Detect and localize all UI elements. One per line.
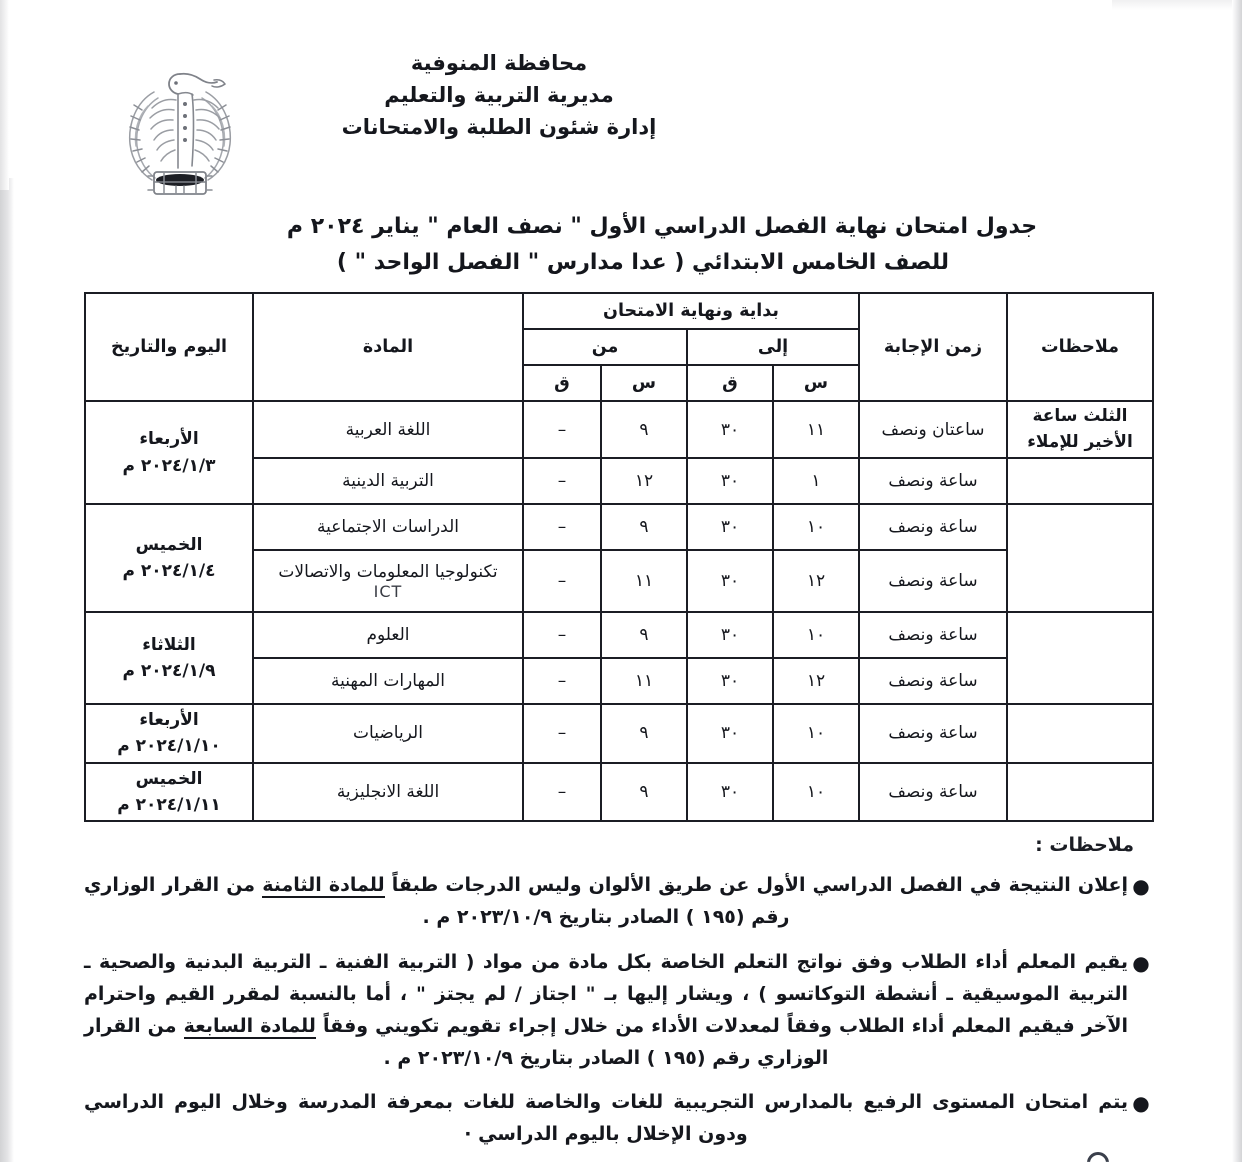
- cell-from-minutes: –: [523, 401, 601, 458]
- cell-notes: [1007, 763, 1153, 822]
- notes-list: [84, 870, 1154, 1151]
- cell-date: ٢٠٢٤/١/٩ م: [122, 661, 216, 681]
- org-line-directorate: مديرية التربية والتعليم: [384, 82, 614, 107]
- cell-to-minutes: ٣٠: [687, 550, 773, 612]
- table-row: [85, 401, 1153, 458]
- table-row: [85, 763, 1153, 822]
- scan-corner-shadow: [1112, 0, 1232, 10]
- cell-from-hours: ٩: [601, 504, 687, 550]
- cell-to-hours: ١: [773, 458, 859, 504]
- cell-day-date: [85, 704, 253, 763]
- cell-day-name: الأربعاء: [139, 710, 199, 730]
- cell-subject: تكنولوجيا المعلومات والاتصالات ICT: [253, 550, 523, 612]
- th-to: إلى: [687, 329, 859, 365]
- cell-subject: الدراسات الاجتماعية: [253, 504, 523, 550]
- scan-edge-left-top: [0, 0, 9, 190]
- note-underlined-reference: للمادة الثامنة: [262, 874, 385, 896]
- cell-notes: [1007, 458, 1153, 504]
- cell-subject-abbreviation: ICT: [373, 581, 403, 601]
- cell-from-hours: ٩: [601, 401, 687, 458]
- cell-date: ٢٠٢٤/١/٤ م: [122, 561, 216, 581]
- page-title: جدول امتحان نهاية الفصل الدراسي الأول " نصف العام " يناير ٢٠٢٤ م: [286, 214, 1038, 239]
- cell-day-date: [85, 401, 253, 504]
- document-title-block: [82, 214, 1242, 275]
- th-notes: ملاحظات: [1007, 293, 1153, 401]
- cell-from-minutes: –: [523, 612, 601, 658]
- cell-to-minutes: ٣٠: [687, 458, 773, 504]
- th-to-hours: س: [773, 365, 859, 401]
- egyptian-eagle-emblem-icon: [114, 48, 246, 206]
- cell-notes: [1007, 612, 1153, 704]
- cell-duration: ساعة ونصف: [859, 612, 1007, 658]
- cell-day-name: الخميس: [135, 768, 203, 789]
- table-row: [85, 504, 1153, 550]
- organization-heading: [289, 48, 709, 144]
- page-subtitle: للصف الخامس الابتدائي ( عدا مدارس " الفصل الواحد " ): [336, 250, 950, 275]
- cell-subject: التربية الدينية: [253, 458, 523, 504]
- cell-from-minutes: –: [523, 550, 601, 612]
- org-line-governorate: محافظة المنوفية: [410, 51, 588, 75]
- document-header: [114, 48, 1124, 144]
- cell-duration: ساعة ونصف: [859, 763, 1007, 822]
- cell-subject: الرياضيات: [253, 704, 523, 763]
- cell-from-minutes: –: [523, 763, 601, 822]
- th-from-hours: س: [601, 365, 687, 401]
- cell-to-hours: ١٠: [773, 612, 859, 658]
- bullet-icon: ●: [1132, 950, 1150, 975]
- cell-subject: اللغة العربية: [253, 401, 523, 458]
- table-head: [85, 293, 1153, 401]
- scan-edge-left: [0, 178, 14, 1162]
- cell-duration: ساعة ونصف: [859, 458, 1007, 504]
- cell-subject: المهارات المهنية: [253, 658, 523, 704]
- cell-from-hours: ٩: [601, 704, 687, 763]
- cell-day-name: الخميس: [135, 534, 203, 555]
- th-to-minutes: ق: [687, 365, 773, 401]
- cell-from-minutes: –: [523, 504, 601, 550]
- cell-duration: ساعتان ونصف: [859, 401, 1007, 458]
- notes-section: [84, 834, 1154, 1164]
- cell-from-hours: ١٢: [601, 458, 687, 504]
- cell-day-date: [85, 504, 253, 612]
- cell-from-minutes: –: [523, 658, 601, 704]
- note-underlined-reference: للمادة السابعة: [183, 1014, 316, 1037]
- cell-notes: [1007, 704, 1153, 763]
- cell-duration: ساعة ونصف: [859, 658, 1007, 704]
- cell-from-minutes: –: [523, 704, 601, 763]
- cell-to-minutes: ٣٠: [687, 658, 773, 704]
- cell-notes: الثلث ساعة الأخير للإملاء: [1007, 401, 1153, 458]
- th-from-minutes: ق: [523, 365, 601, 401]
- cell-to-minutes: ٣٠: [687, 504, 773, 550]
- cell-to-minutes: ٣٠: [687, 704, 773, 763]
- cell-from-hours: ١١: [601, 658, 687, 704]
- exam-schedule-table: [84, 292, 1154, 822]
- cell-day-date: [85, 763, 253, 822]
- cell-to-hours: ١١: [773, 401, 859, 458]
- cell-from-hours: ١١: [601, 550, 687, 612]
- cell-to-minutes: ٣٠: [687, 401, 773, 458]
- table-row: [85, 704, 1153, 763]
- cell-day-name: الأربعاء: [139, 429, 199, 450]
- cell-subject: العلوم: [253, 612, 523, 658]
- cell-from-minutes: –: [523, 458, 601, 504]
- bullet-icon: ●: [1132, 874, 1150, 898]
- th-from: من: [523, 329, 687, 365]
- cell-to-hours: ١٢: [773, 550, 859, 612]
- header-row-1: [85, 293, 1153, 329]
- org-line-department: إدارة شئون الطلبة والامتحانات: [341, 114, 657, 139]
- cell-to-hours: ١٠: [773, 504, 859, 550]
- cell-day-name: الثلاثاء: [142, 634, 196, 655]
- cell-notes: [1007, 504, 1153, 612]
- note-item: [84, 870, 1154, 934]
- bullet-icon: ●: [1132, 1091, 1150, 1116]
- th-duration: زمن الإجابة: [859, 293, 1007, 401]
- note-item: [84, 947, 1154, 1075]
- cell-to-hours: ١٠: [773, 704, 859, 763]
- note-text: يقيم المعلم أداء الطلاب وفق نواتج التعلم الخاصة بكل مادة من مواد ( التربية الفنية ـ التربية البدنية والصحية ـ التربية الموسيقية ـ أنشطة التوكاتسو ) ، ويشار إليها بـ " اجتاز / لم يجتز " ، أما بالنسبة لمقرر القيم واحترام الآخر فيقيم المعلم أداء الطلاب وفقاً لمعدلات الأداء من خلال إجراء تقويم تكويني وفقاً للمادة السابعة من القرار الوزاري رقم (١٩٥ ) الصادر بتاريخ ٢٠٢٣/١٠/٩ م .: [84, 950, 1128, 1069]
- cell-day-date: [85, 612, 253, 704]
- th-day-date: اليوم والتاريخ: [85, 293, 253, 401]
- cell-from-hours: ٩: [601, 763, 687, 822]
- table-body: [85, 401, 1153, 821]
- note-text: إعلان النتيجة في الفصل الدراسي الأول عن طريق الألوان وليس الدرجات طبقاً للمادة الثامنة من القرار الوزاري رقم (١٩٥ ) الصادر بتاريخ ٢٠٢٣/١٠/٩ م .: [84, 874, 1128, 928]
- notes-label: ملاحظات :: [1035, 834, 1134, 856]
- note-text: يتم امتحان المستوى الرفيع بالمدارس التجريبية للغات والخاصة للغات بمعرفة المدرسة وخلال اليوم الدراسي ودون الإخلال باليوم الدراسي ·: [84, 1091, 1128, 1146]
- cell-from-hours: ٩: [601, 612, 687, 658]
- exam-schedule-table-wrapper: [86, 292, 1154, 822]
- cell-date: ٢٠٢٤/١/٣ م: [122, 455, 216, 476]
- cell-to-hours: ١٢: [773, 658, 859, 704]
- cell-to-hours: ١٠: [773, 763, 859, 822]
- cell-duration: ساعة ونصف: [859, 704, 1007, 763]
- cell-to-minutes: ٣٠: [687, 612, 773, 658]
- cell-date: ٢٠٢٤/١/١٠ م: [117, 736, 221, 757]
- th-exam-span: بداية ونهاية الامتحان: [523, 293, 859, 329]
- table-row: [85, 612, 1153, 658]
- scan-edge-right: [1232, 0, 1242, 1162]
- cell-to-minutes: ٣٠: [687, 763, 773, 822]
- cell-date: ٢٠٢٤/١/١١ م: [117, 795, 221, 816]
- th-subject: المادة: [253, 293, 523, 401]
- cell-duration: ساعة ونصف: [859, 504, 1007, 550]
- cell-subject: اللغة الانجليزية: [253, 763, 523, 822]
- note-item: [84, 1087, 1154, 1151]
- cell-duration: ساعة ونصف: [859, 550, 1007, 612]
